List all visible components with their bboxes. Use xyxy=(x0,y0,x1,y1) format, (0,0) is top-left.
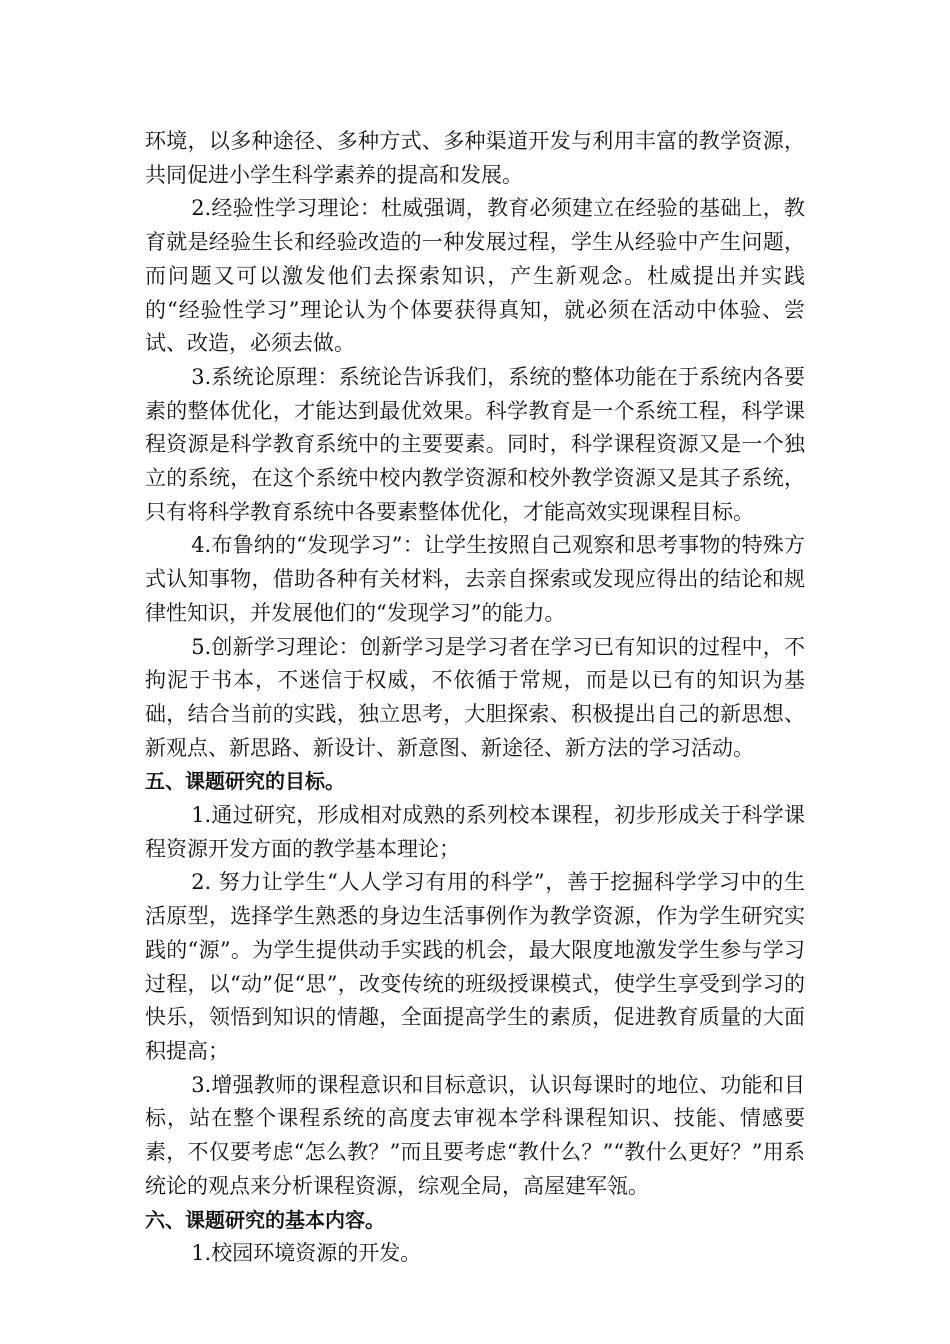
paragraph-systems-theory: 3.系统论原理：系统论告诉我们，系统的整体功能在于系统内各要素的整体优化，才能达到最优效果。科学教育是一个系统工程，科学课程资源是科学教育系统中的主要要素。同时，科学课程资源又是一个独立的系统，在这个系统中校内教学资源和校外教学资源又是其子系统，只有将科学教育系统中各要素整体优化，才能高效实现课程目标。 xyxy=(145,364,805,524)
paragraph-goal-2: 2. 努力让学生“人人学习有用的科学”，善于挖掘科学学习中的生活原型，选择学生熟悉的身边生活事例作为教学资源，作为学生研究实践的“源”。为学生提供动手实践的机会，最大限度地激发学生参与学习过程，以“动”促“思”，改变传统的班级授课模式，使学生享受到学习的快乐，领悟到知识的情趣，全面提高学生的素质，促进教育质量的大面积提高； xyxy=(145,870,805,1063)
paragraph-goal-1: 1.通过研究，形成相对成熟的系列校本课程，初步形成关于科学课程资源开发方面的教学基本理论； xyxy=(145,803,805,861)
section-heading-content: 六、课题研究的基本内容。 xyxy=(145,1207,385,1232)
paragraph-innovative-learning: 5.创新学习理论：创新学习是学习者在学习已有知识的过程中，不拘泥于书本，不迷信于权威，不依循于常规，而是以已有的知识为基础，结合当前的实践，独立思考，大胆探索、积极提出自己的新思想、新观点、新思路、新设计、新意图、新途径、新方法的学习活动。 xyxy=(145,634,805,760)
paragraph-discovery-learning: 4.布鲁纳的“发现学习”：让学生按照自己观察和思考事物的特殊方式认知事物，借助各种有关材料，去亲自探索或发现应得出的结论和规律性知识，并发展他们的“发现学习”的能力。 xyxy=(145,533,805,625)
paragraph-content-1: 1.校园环境资源的开发。 xyxy=(191,1241,422,1266)
document-page xyxy=(145,125,805,1271)
section-heading-goals: 五、课题研究的目标。 xyxy=(145,769,345,794)
paragraph-goal-3: 3.增强教师的课程意识和目标意识，认识每课时的地位、功能和目标，站在整个课程系统的高度去审视本学科课程知识、技能、情感要素，不仅要考虑“怎么教？”而且要考虑“教什么？”“教什么更好？”用系统论的观点来分析课程资源，综观全局，高屋建军瓴。 xyxy=(145,1072,805,1198)
paragraph-experiential-learning: 2.经验性学习理论：杜威强调，教育必须建立在经验的基础上，教育就是经验生长和经验改造的一种发展过程，学生从经验中产生问题，而问题又可以激发他们去探索知识，产生新观念。杜威提出并实践的“经验性学习”理论认为个体要获得真知，就必须在活动中体验、尝试、改造，必须去做。 xyxy=(145,196,805,356)
paragraph-environment-resources: 环境，以多种途径、多种方式、多种渠道开发与利用丰富的教学资源，共同促进小学生科学素养的提高和发展。 xyxy=(145,129,805,187)
